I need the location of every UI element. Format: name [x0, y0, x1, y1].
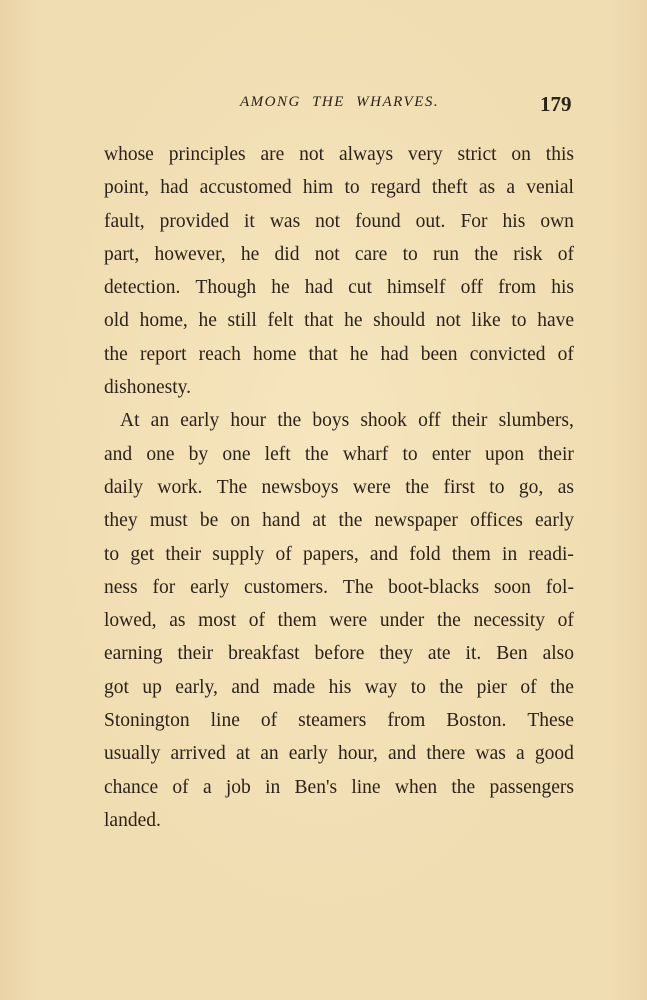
word: papers, [302, 543, 359, 565]
word: their [538, 443, 574, 465]
word: to [402, 443, 418, 465]
word: very [408, 144, 443, 165]
page-header [0, 92, 647, 122]
word: of [557, 243, 574, 265]
word: and [104, 443, 133, 465]
word: from [387, 710, 426, 732]
text-line [104, 238, 574, 271]
word: he [349, 343, 369, 365]
word: to [489, 476, 505, 498]
word: Ben [496, 643, 528, 665]
word: his [328, 676, 352, 698]
word: did [274, 243, 300, 265]
word: soon [494, 576, 531, 598]
word: theft [431, 177, 468, 199]
word: not [435, 310, 461, 332]
word: get [130, 543, 155, 565]
word: he [344, 310, 363, 332]
word: line [351, 776, 381, 798]
word: this [545, 144, 574, 165]
word: off [418, 410, 441, 432]
word: the [304, 443, 329, 465]
word: risk [513, 243, 543, 265]
word: their [177, 643, 214, 665]
word: at [312, 510, 327, 532]
word: made [272, 676, 316, 698]
word: Stonington [104, 710, 190, 732]
word: been [420, 343, 458, 365]
word: that [308, 343, 338, 365]
word: Boston. [446, 710, 507, 732]
word: early [180, 410, 220, 432]
word: reach [198, 343, 241, 365]
word: of [275, 543, 292, 565]
running-head: AMONG THE WHARVES. [240, 94, 440, 110]
word: of [260, 710, 278, 732]
word: he [240, 243, 260, 265]
word: ate [427, 643, 451, 665]
text-line [104, 171, 574, 204]
word: regard [370, 177, 421, 199]
word: were [352, 476, 391, 498]
word: boys [312, 410, 350, 432]
word: to [511, 310, 527, 332]
word: them [277, 610, 317, 632]
word: and [388, 743, 417, 765]
word: like [471, 310, 501, 332]
text-line [104, 737, 574, 770]
word: early [288, 743, 328, 765]
word: by [188, 443, 209, 465]
word: the [439, 676, 464, 698]
word: had [380, 343, 409, 365]
word: work. [157, 476, 203, 498]
word: a [516, 743, 525, 765]
text-line [104, 271, 574, 304]
word: the [405, 476, 430, 498]
word: of [520, 676, 537, 698]
word: he [271, 277, 290, 299]
word: have [537, 310, 574, 332]
word: customers. [244, 576, 328, 598]
text-line: dishonesty. [104, 377, 192, 399]
word: the [451, 776, 476, 798]
word: be [199, 510, 219, 532]
word: under [379, 610, 425, 632]
word: got [104, 676, 129, 698]
text-line [104, 304, 574, 337]
word: Though [195, 277, 257, 299]
word: left [264, 443, 291, 465]
word: not [314, 243, 340, 265]
text-line: landed. [104, 809, 161, 831]
word: however, [154, 243, 226, 265]
word: an [150, 410, 170, 432]
word: always [338, 144, 394, 165]
word: most [198, 610, 237, 632]
word: pier [476, 676, 507, 698]
word: enter [431, 443, 471, 465]
word: one [146, 443, 175, 465]
word: them [451, 543, 491, 565]
word: necessity [473, 610, 545, 632]
word: it [243, 210, 255, 232]
word: point, [104, 177, 149, 199]
word: accustomed [199, 177, 292, 199]
text-line [104, 338, 574, 371]
word: lowed, [104, 610, 157, 632]
text-line [104, 438, 574, 471]
word: the [104, 343, 128, 365]
word: passengers [489, 776, 574, 798]
word: venial [526, 177, 574, 199]
word: are [260, 144, 285, 165]
word: ness [104, 576, 138, 598]
word: arrived [170, 743, 226, 765]
word: should [373, 310, 426, 332]
word: they [379, 643, 413, 665]
word: part, [104, 243, 140, 265]
word: off [460, 277, 484, 299]
text-line [104, 138, 574, 171]
word: good [534, 743, 574, 765]
body-text [104, 138, 574, 837]
word: to [410, 676, 426, 698]
word: early [535, 510, 574, 532]
word: himself [387, 277, 446, 299]
word: go, [518, 476, 544, 498]
word: newsboys [261, 476, 339, 498]
page-number: 179 [540, 92, 572, 116]
word: principles [168, 144, 246, 165]
word: before [314, 643, 365, 665]
word: The [342, 576, 374, 598]
word: usually [104, 743, 161, 765]
word: job [225, 776, 251, 798]
text-line [104, 704, 574, 737]
word: shook [360, 410, 407, 432]
word: to [104, 543, 120, 565]
word: fault, [104, 210, 145, 232]
word: provided [159, 210, 229, 232]
word: as [557, 476, 574, 498]
word: home [253, 343, 297, 365]
word: own [540, 210, 574, 232]
word: their [451, 410, 488, 432]
word: a [506, 177, 516, 199]
word: up [142, 676, 162, 698]
word: from [498, 277, 537, 299]
word: newspaper [374, 510, 458, 532]
word: to [402, 243, 418, 265]
word: the [338, 510, 363, 532]
word: he [198, 310, 217, 332]
word: still [227, 310, 257, 332]
word: as [478, 177, 496, 199]
word: hour [230, 410, 267, 432]
word: that [304, 310, 334, 332]
text-line [104, 604, 574, 637]
word: on [230, 510, 250, 532]
word: convicted [469, 343, 546, 365]
word: first [443, 476, 475, 498]
word: the [550, 676, 574, 698]
word: line [210, 710, 240, 732]
word: in [502, 543, 518, 565]
word: report [139, 343, 187, 365]
word: detection. [104, 277, 181, 299]
word: at [235, 743, 251, 765]
word: fol- [545, 576, 574, 598]
word: an [260, 743, 279, 765]
word: These [527, 710, 574, 732]
word: they [104, 510, 138, 532]
word: in [265, 776, 281, 798]
word: him [302, 177, 334, 199]
word: not [315, 210, 341, 232]
word: one [222, 443, 251, 465]
word: supply [212, 543, 265, 565]
word: for [152, 576, 176, 598]
paragraph-first-line [104, 404, 574, 437]
word: fold [409, 543, 441, 565]
text-line [104, 471, 574, 504]
text-line [104, 771, 574, 804]
word: cut [348, 277, 372, 299]
word: early, [175, 676, 218, 698]
word: breakfast [228, 643, 300, 665]
text-line [104, 671, 574, 704]
word: way [364, 676, 398, 698]
word: boot-blacks [388, 576, 480, 598]
word: the [474, 243, 499, 265]
word: felt [267, 310, 294, 332]
word: and [369, 543, 399, 565]
word: their [165, 543, 202, 565]
word: the [436, 610, 461, 632]
word: were [329, 610, 368, 632]
word: old [104, 310, 129, 332]
word: as [169, 610, 186, 632]
word: chance [104, 776, 159, 798]
word: also [542, 643, 574, 665]
word: and [231, 676, 260, 698]
word: it. [465, 643, 482, 665]
word: slumbers, [498, 410, 574, 432]
word: earning [104, 643, 163, 665]
word: a [202, 776, 212, 798]
word: had [160, 177, 189, 199]
word: of [557, 610, 574, 632]
word: when [394, 776, 438, 798]
word: to [344, 177, 360, 199]
word: was [475, 743, 506, 765]
word: steamers [298, 710, 367, 732]
word: of [172, 776, 189, 798]
word: daily [104, 476, 143, 498]
word: there [426, 743, 466, 765]
word: home, [139, 310, 188, 332]
word: his [551, 277, 574, 299]
word: on [511, 144, 531, 165]
word: wharf [342, 443, 389, 465]
word: whose [104, 144, 154, 165]
word: care [354, 243, 388, 265]
word: out. [415, 210, 446, 232]
word: readi- [528, 543, 574, 565]
word: early [190, 576, 230, 598]
word: hand [262, 510, 301, 532]
word: found [355, 210, 401, 232]
word: The [216, 476, 248, 498]
word: was [269, 210, 301, 232]
word: For [460, 210, 488, 232]
word: of [557, 343, 574, 365]
word: upon [484, 443, 524, 465]
text-line [104, 538, 574, 571]
word: of [248, 610, 265, 632]
word: his [502, 210, 526, 232]
word: strict [457, 144, 497, 165]
text-line [104, 637, 574, 670]
word: run [432, 243, 459, 265]
text-line [104, 504, 574, 537]
word: must [149, 510, 188, 532]
word: offices [470, 510, 523, 532]
word: At [120, 410, 140, 432]
word: the [277, 410, 302, 432]
text-line [104, 571, 574, 604]
word: had [304, 277, 333, 299]
text-line [104, 205, 574, 238]
word: Ben's [294, 776, 338, 798]
word: not [299, 144, 325, 165]
word: hour, [337, 743, 378, 765]
